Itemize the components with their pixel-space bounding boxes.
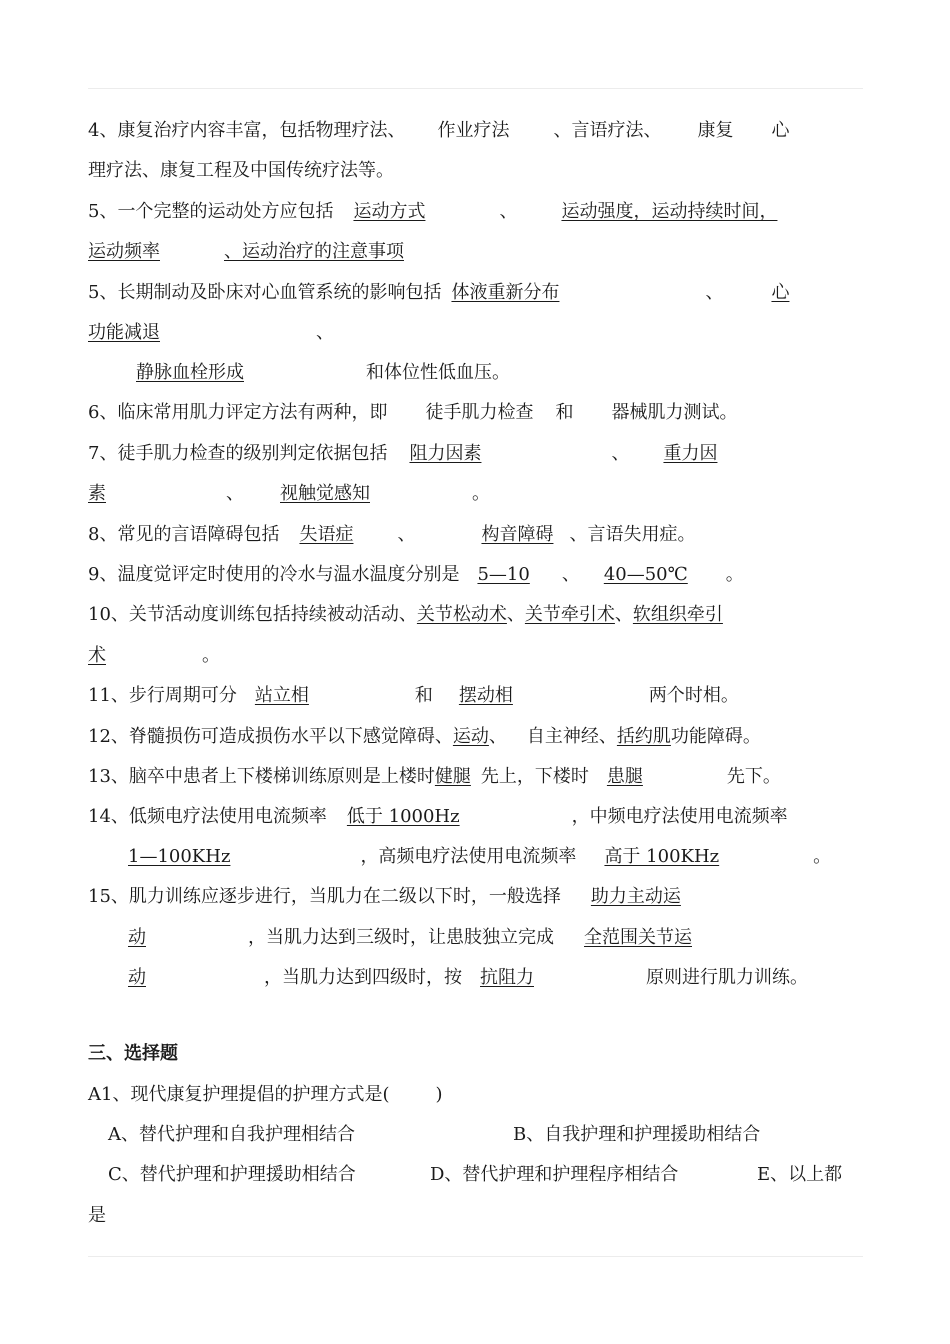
q13-line: 13、脑卒中患者上下楼梯训练原则是上楼时健腿 先上，下楼时 患腿 先下。 <box>88 766 781 787</box>
q7-line2: 素 、 视触觉感知 。 <box>88 483 490 504</box>
section-title: 三、选择题 <box>88 1043 178 1064</box>
a1-option-d: D、替代护理和护理程序相结合 <box>430 1164 679 1185</box>
q12-line: 12、脊髓损伤可造成损伤水平以下感觉障碍、运动、 自主神经、括约肌功能障碍。 <box>88 726 761 747</box>
q10-line2: 术 。 <box>88 645 220 666</box>
q10-line1: 10、关节活动度训练包括持续被动活动、关节松动术、关节牵引术、软组织牵引 <box>88 604 723 625</box>
q15-line2: 动 ，当肌力达到三级时，让患肢独立完成 全范围关节运 <box>128 927 692 948</box>
q15-line1: 15、肌力训练应逐步进行，当肌力在二级以下时，一般选择 助力主动运 <box>88 886 681 907</box>
bottom-rule <box>88 1256 863 1257</box>
q5a-line2: 运动频率 、运动治疗的注意事项 <box>88 241 404 262</box>
q5b-line3: 静脉血栓形成 和体位性低血压。 <box>136 362 510 383</box>
q6-line: 6、临床常用肌力评定方法有两种，即 徒手肌力检查 和 器械肌力测试。 <box>88 402 738 423</box>
q4-line1: 4、康复治疗内容丰富，包括物理疗法、 作业疗法 、言语疗法、 康复 心 <box>88 120 790 141</box>
a1-option-a: A、替代护理和自我护理相结合 <box>108 1124 355 1145</box>
q14-line1: 14、低频电疗法使用电流频率 低于 1000Hz ，中频电疗法使用电流频率 <box>88 806 788 827</box>
q5b-line1: 5、长期制动及卧床对心血管系统的影响包括 体液重新分布 、 心 <box>88 282 790 303</box>
a1-question: A1、现代康复护理提倡的护理方式是( ) <box>88 1084 443 1105</box>
q11-line: 11、步行周期可分 站立相 和 摆动相 两个时相。 <box>88 685 739 706</box>
q9-line: 9、温度觉评定时使用的冷水与温水温度分别是 5—10 、 40—50℃ 。 <box>88 564 744 585</box>
a1-option-b: B、自我护理和护理援助相结合 <box>513 1124 761 1145</box>
q5a-line1: 5、一个完整的运动处方应包括 运动方式 、 运动强度，运动持续时间， <box>88 201 778 222</box>
q14-line2: 1—100KHz ，高频电疗法使用电流频率 高于 100KHz 。 <box>128 846 832 867</box>
q15-line3: 动 ，当肌力达到四级时，按 抗阻力 原则进行肌力训练。 <box>128 967 808 988</box>
q8-line: 8、常见的言语障碍包括 失语症 、 构音障碍 、言语失用症。 <box>88 524 696 545</box>
a1-option-e: E、以上都 <box>757 1164 843 1185</box>
top-rule <box>88 88 863 89</box>
q4-line2: 理疗法、康复工程及中国传统疗法等。 <box>88 160 394 181</box>
a1-option-c: C、替代护理和护理援助相结合 <box>108 1164 356 1185</box>
q5b-line2: 功能减退 、 <box>88 322 334 343</box>
a1-option-e-cont: 是 <box>88 1205 106 1226</box>
q7-line1: 7、徒手肌力检查的级别判定依据包括 阻力因素 、 重力因 <box>88 443 718 464</box>
